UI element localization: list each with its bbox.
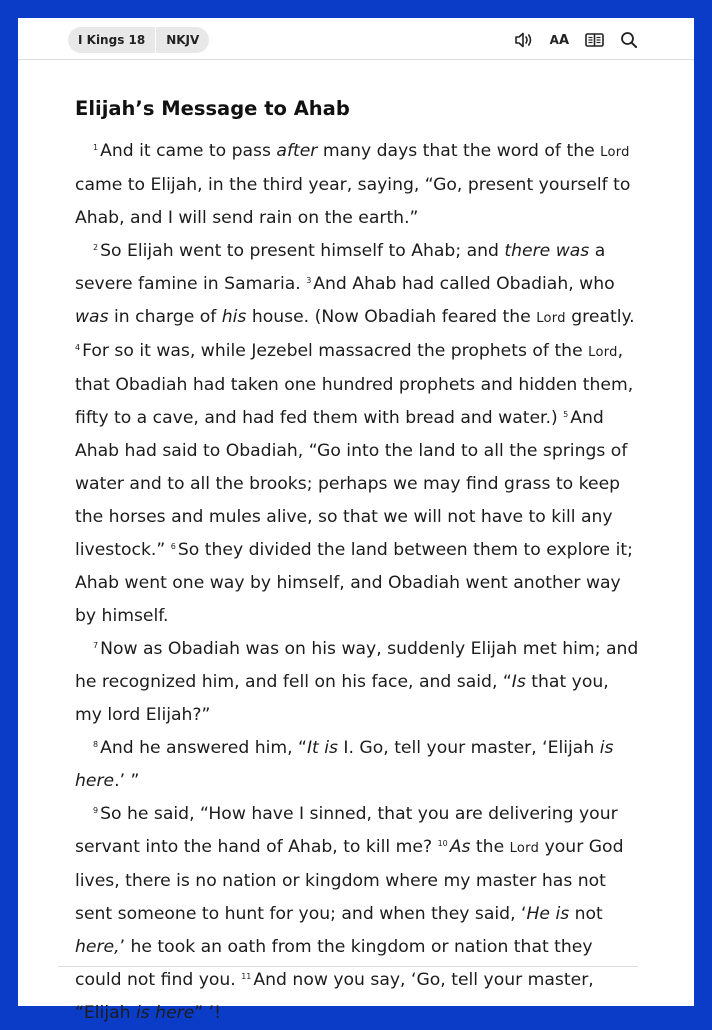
paragraph-3 [75,633,640,732]
verse-text: So they divided the land between them to explore it; Ahab went one way by himself, and Obadiah went another way by himself. [75,540,633,626]
verse-text: Now as Obadiah was on his way, suddenly Elijah met him; and he recognized him, and fell on his face, and said, “ [75,639,639,692]
italic-text: after [276,141,318,161]
verse-text: not [569,904,603,924]
verse-text: a severe famine in Samaria. [75,241,606,294]
verse-text: , that Obadiah had taken one hundred prophets and hidden them, fifty to a cave, and had fed them with bread and water.) [75,341,634,428]
italic-text: is here [135,1003,195,1023]
paragraph-1 [75,135,640,235]
verse-number[interactable]: 2 [93,243,99,252]
lord-small-caps: Lord [588,345,618,360]
italic-text: He is [526,904,570,924]
verse-number[interactable]: 11 [241,972,252,981]
verse-text: And Ahab had called Obadiah, who [313,274,615,294]
italic-text: was [75,307,109,327]
verse-text: .’ ” [114,771,140,791]
section-heading: Elijah’s Message to Ahab [75,97,350,120]
lord-small-caps: Lord [509,841,540,856]
book-chapter-button[interactable]: I Kings 18 [78,33,146,47]
verse-text: greatly. [565,307,635,327]
italic-text: here, [75,937,120,957]
verse-text: in charge of [108,307,222,327]
book-icon[interactable] [585,29,604,51]
search-icon[interactable] [620,29,638,51]
speaker-icon[interactable] [514,29,534,51]
verse-text: I. Go, tell your master, ‘Elijah [337,738,600,758]
verse-text: So he said, “How have I sinned, that you are delivering your servant into the hand of Ahab, to kill me? [75,804,618,857]
toolbar [514,29,638,51]
verse-text: the [470,837,510,857]
text-size-icon[interactable] [550,29,569,51]
verse-number[interactable]: 4 [75,343,81,352]
verse-number[interactable]: 3 [306,276,312,285]
verse-text: And now you say, ‘Go, tell your master, “Elijah [75,970,594,1023]
verse-text: house. (Now Obadiah feared the [246,307,537,327]
paragraph-4 [75,732,640,798]
verse-text: And he answered him, “ [100,738,307,758]
verse-text: And it came to pass [100,141,277,161]
lord-small-caps: Lord [600,145,630,160]
verse-number[interactable]: 1 [93,143,99,152]
italic-text: Is [511,672,526,692]
bottom-divider [58,966,638,967]
verse-number[interactable]: 5 [563,410,569,419]
verse-text: For so it was, while Jezebel massacred the prophets of the [82,341,589,361]
verse-number[interactable]: 6 [170,542,176,551]
text-size-big: A [558,32,569,48]
verse-text: came to Elijah, in the third year, saying, “Go, present yourself to Ahab, and I will send rain on the earth.” [75,175,631,228]
verse-number[interactable]: 10 [437,839,448,848]
lord-small-caps: Lord [536,311,566,326]
verse-text: And Ahab had said to Obadiah, “Go into the land to all the springs of water and to all the brooks; perhaps we may find grass to keep the horses and mules alive, so that we will not have to kill any livestock.” [75,408,628,560]
translation-button[interactable]: NKJV [166,33,200,47]
italic-text: It is [306,738,338,758]
top-bar [18,18,694,60]
reader-page [18,18,694,1023]
verse-number[interactable]: 9 [93,806,99,815]
verse-number[interactable]: 7 [93,641,99,650]
paragraph-2 [75,235,640,633]
italic-text: there was [504,241,590,261]
reference-selector [68,27,209,53]
passage-content [75,94,640,1030]
text-size-small: A [549,33,559,47]
verse-number[interactable]: 8 [93,740,99,749]
paragraph-5 [75,798,640,1030]
verse-text: that you, my lord Elijah?” [75,672,609,725]
italic-text: his [221,307,247,327]
italic-text: is here [75,738,614,791]
verse-text: ’ he took an oath from the kingdom or nation that they could not find you. [75,937,593,990]
verse-text: ” ’! [194,1003,222,1023]
verse-text: many days that the word of the [317,141,601,161]
verse-text: your God lives, there is no nation or kingdom where my master has not sent someone to hunt for you; and when they said, ‘ [75,837,624,924]
verse-text: So Elijah went to present himself to Ahab; and [100,241,505,261]
italic-text: As [449,837,471,857]
